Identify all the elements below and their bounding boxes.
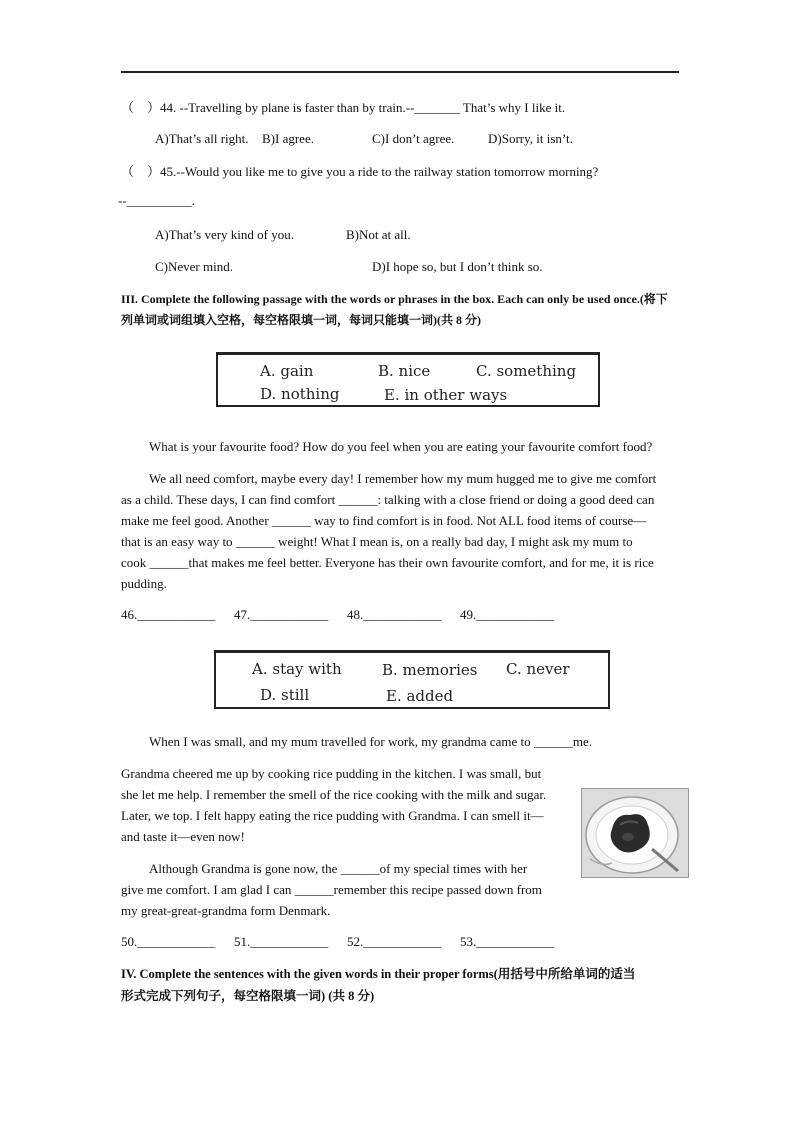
box1-option-d: D. nothing (260, 385, 340, 403)
section-4-heading-line-2: 形式完成下列句子，每空格限填一词) (共 8 分) (121, 989, 375, 1003)
q45-answer-line: --__________. (118, 193, 195, 208)
box1-option-b: B. nice (378, 362, 431, 380)
passage2-line-8: my great-great-grandma form Denmark. (121, 903, 331, 918)
answer-blank-46[interactable]: 46.____________ (121, 607, 216, 622)
box2-option-b: B. memories (382, 661, 478, 679)
answer-blank-50[interactable]: 50.____________ (121, 934, 216, 949)
box1-option-e: E. in other ways (384, 386, 508, 404)
q45-option-b: B)Not at all. (346, 227, 411, 242)
answer-blank-49[interactable]: 49.____________ (460, 607, 555, 622)
section-3-heading-line-2: 列单词或词组填入空格，每空格限填一词，每词只能填一词)(共 8 分) (121, 313, 481, 327)
passage1-line-6: cook ______that makes me feel better. Everyone has their own favourite comfort, and for me, it is rice (121, 555, 654, 570)
passage2-line-5: and taste it—even now! (121, 829, 245, 844)
q44-option-b: B)I agree. (262, 131, 314, 146)
passage2-line-6: Although Grandma is gone now, the ______of my special times with her (149, 861, 528, 876)
top-rule (121, 71, 679, 73)
q45-option-c: C)Never mind. (155, 259, 233, 274)
q44-option-c: C)I don’t agree. (372, 131, 455, 146)
answer-blank-48[interactable]: 48.____________ (347, 607, 442, 622)
passage2-line-3: she let me help. I remember the smell of the rice cooking with the milk and sugar. (121, 787, 547, 802)
passage2-line-4: Later, we top. I felt happy eating the rice pudding with Grandma. I can smell it— (121, 808, 544, 823)
box2-option-a: A. stay with (252, 660, 342, 678)
q45-option-d: D)I hope so, but I don’t think so. (372, 259, 543, 274)
passage1-line-7: pudding. (121, 576, 167, 591)
passage1-line-3: as a child. These days, I can find comfort ______: talking with a close friend or doing a good deed can (121, 492, 655, 507)
box2-option-e: E. added (386, 687, 454, 705)
word-box-1 (216, 352, 600, 407)
passage2-line-2: Grandma cheered me up by cooking rice pudding in the kitchen. I was small, but (121, 766, 542, 781)
box2-option-d: D. still (260, 686, 310, 704)
box1-option-c: C. something (476, 362, 577, 380)
q45-option-a: A)That’s very kind of you. (155, 227, 295, 242)
passage2-line-1: When I was small, and my mum travelled for work, my grandma came to ______me. (149, 734, 592, 749)
answer-blank-47[interactable]: 47.____________ (234, 607, 329, 622)
q44-option-a: A)That’s all right. (155, 131, 249, 146)
answer-blank-51[interactable]: 51.____________ (234, 934, 329, 949)
answer-blank-53[interactable]: 53.____________ (460, 934, 555, 949)
passage1-line-2: We all need comfort, maybe every day! I remember how my mum hugged me to give me comfort (149, 471, 657, 486)
section-3-heading-line-1: III. Complete the following passage with the words or phrases in the box. Each can only be used once.(将下 (121, 292, 668, 306)
answer-blank-52[interactable]: 52.____________ (347, 934, 442, 949)
rice-pudding-photo (581, 788, 689, 878)
question-44-stem: （ ）44. --Travelling by plane is faster than by train.--_______ That’s why I like it. (121, 100, 566, 115)
q44-option-d: D)Sorry, it isn’t. (488, 131, 573, 146)
box2-option-c: C. never (506, 660, 570, 678)
passage1-line-4: make me feel good. Another ______ way to find comfort is in food. Not ALL food items of course— (121, 513, 647, 528)
question-45-stem: （ ）45.--Would you like me to give you a ride to the railway station tomorrow morning? (121, 164, 599, 179)
passage1-line-1: What is your favourite food? How do you feel when you are eating your favourite comfort food? (149, 439, 653, 454)
passage2-line-7: give me comfort. I am glad I can ______remember this recipe passed down from (121, 882, 542, 897)
section-4-heading-line-1: IV. Complete the sentences with the given words in their proper forms(用括号中所给单词的适当 (121, 967, 636, 981)
box1-option-a: A. gain (260, 362, 314, 380)
passage1-line-5: that is an easy way to ______ weight! What I mean is, on a really bad day, I might ask my mum to (121, 534, 633, 549)
word-box-2 (214, 650, 610, 709)
